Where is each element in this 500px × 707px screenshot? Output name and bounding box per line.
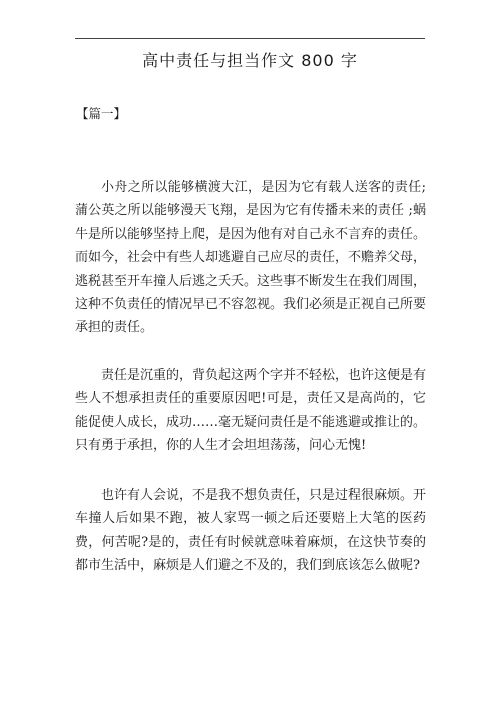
header-divider — [75, 38, 425, 39]
paragraph-3: 也许有人会说，不是我不想负责任，只是过程很麻烦。开车撞人后如果不跑，被人家骂一顿之后还要赔上大笔的医药费，何苦呢?是的，责任有时候就意味着麻烦，在这快节奏的都市生活中，麻烦是人们避之不及的，我们到底该怎么做呢? — [75, 488, 427, 574]
section-label: 【篇一】 — [76, 106, 127, 121]
paragraph-1: 小舟之所以能够横渡大江，是因为它有载人送客的责任;蒲公英之所以能够漫天飞翔，是因为它有传播未来的责任 ;蜗牛是所以能够坚持上爬，是因为他有对自己永不言弃的责任。而如今，社会中有些人却逃避自己应尽的责任，不赡养父母，逃税甚至开车撞人后逃之夭夭。这些事不断发生在我们周围，这种不负责任的情况早已不容忽视。我们必须是正视自己所要承担的责任。 — [75, 180, 427, 336]
document-title: 高中责任与担当作文 800 字 — [142, 51, 358, 70]
paragraph-2: 责任是沉重的，背负起这两个字并不轻松，也许这便是有些人不想承担责任的重要原因吧!可是，责任又是高尚的，它能促使人成长，成功……毫无疑问责任是不能逃避或推让的。只有勇于承担，你的人生才会坦坦荡荡，问心无愧! — [75, 368, 427, 454]
